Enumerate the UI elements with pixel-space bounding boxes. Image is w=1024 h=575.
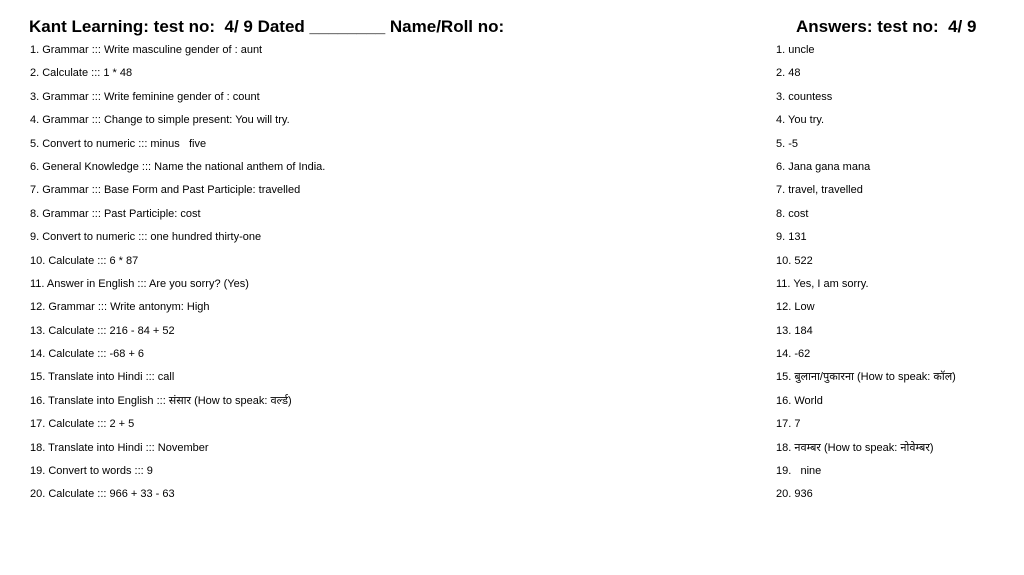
question-item: 18. Translate into Hindi ::: November bbox=[30, 441, 209, 454]
question-item: 1. Grammar ::: Write masculine gender of : aunt bbox=[30, 44, 263, 56]
answer-item: 2. 48 bbox=[776, 67, 801, 80]
question-item: 4. Grammar ::: Change to simple present: You will try. bbox=[30, 114, 290, 127]
question-item: 5. Convert to numeric ::: minus five bbox=[30, 137, 207, 150]
question-item: 2. Calculate ::: 1 * 48 bbox=[30, 67, 133, 80]
answer-item: 1. uncle bbox=[776, 44, 815, 56]
answer-item: 13. 184 bbox=[776, 324, 813, 337]
answer-item: 18. नवम्बर (How to speak: नोवेम्बर) bbox=[776, 441, 934, 454]
question-item: 3. Grammar ::: Write feminine gender of : count bbox=[30, 90, 260, 103]
answer-item: 11. Yes, I am sorry. bbox=[776, 277, 869, 290]
answer-item: 14. -62 bbox=[776, 348, 811, 361]
answer-item: 19. nine bbox=[776, 465, 822, 478]
answer-item: 15. बुलाना/पुकारना (How to speak: कॉल) bbox=[776, 371, 956, 384]
question-item: 10. Calculate ::: 6 * 87 bbox=[30, 254, 139, 267]
answer-item: 4. You try. bbox=[776, 114, 825, 127]
answer-item: 17. 7 bbox=[776, 418, 801, 431]
question-item: 8. Grammar ::: Past Participle: cost bbox=[30, 207, 201, 220]
question-item: 11. Answer in English ::: Are you sorry? (Yes) bbox=[30, 277, 249, 290]
answer-item: 20. 936 bbox=[776, 488, 813, 501]
question-item: 17. Calculate ::: 2 + 5 bbox=[30, 418, 135, 431]
question-item: 20. Calculate ::: 966 + 33 - 63 bbox=[30, 488, 175, 501]
question-item: 7. Grammar ::: Base Form and Past Participle: travelled bbox=[30, 184, 301, 197]
question-item: 9. Convert to numeric ::: one hundred thirty-one bbox=[30, 231, 262, 244]
answer-item: 9. 131 bbox=[776, 231, 807, 244]
question-item: 6. General Knowledge ::: Name the national anthem of India. bbox=[30, 160, 326, 173]
question-item: 14. Calculate ::: -68 + 6 bbox=[30, 348, 145, 361]
answer-item: 3. countess bbox=[776, 90, 833, 103]
answers-title: Answers: test no: 4/ 9 bbox=[796, 17, 977, 36]
answer-item: 6. Jana gana mana bbox=[776, 160, 871, 173]
answer-item: 5. -5 bbox=[776, 137, 799, 150]
answer-item: 12. Low bbox=[776, 301, 815, 314]
question-item: 12. Grammar ::: Write antonym: High bbox=[30, 301, 210, 314]
question-item: 15. Translate into Hindi ::: call bbox=[30, 371, 175, 384]
question-item: 13. Calculate ::: 216 - 84 + 52 bbox=[30, 324, 175, 337]
answer-item: 16. World bbox=[776, 394, 823, 407]
question-item: 16. Translate into English ::: संसार (How to speak: वर्ल्ड) bbox=[30, 394, 292, 407]
answers-list bbox=[776, 43, 961, 511]
answer-item: 8. cost bbox=[776, 207, 809, 220]
question-item: 19. Convert to words ::: 9 bbox=[30, 465, 153, 478]
questions-list bbox=[30, 43, 730, 511]
test-title: Kant Learning: test no: 4/ 9 Dated ________ Name/Roll no: bbox=[29, 17, 505, 36]
answer-item: 7. travel, travelled bbox=[776, 184, 863, 197]
answer-item: 10. 522 bbox=[776, 254, 813, 267]
